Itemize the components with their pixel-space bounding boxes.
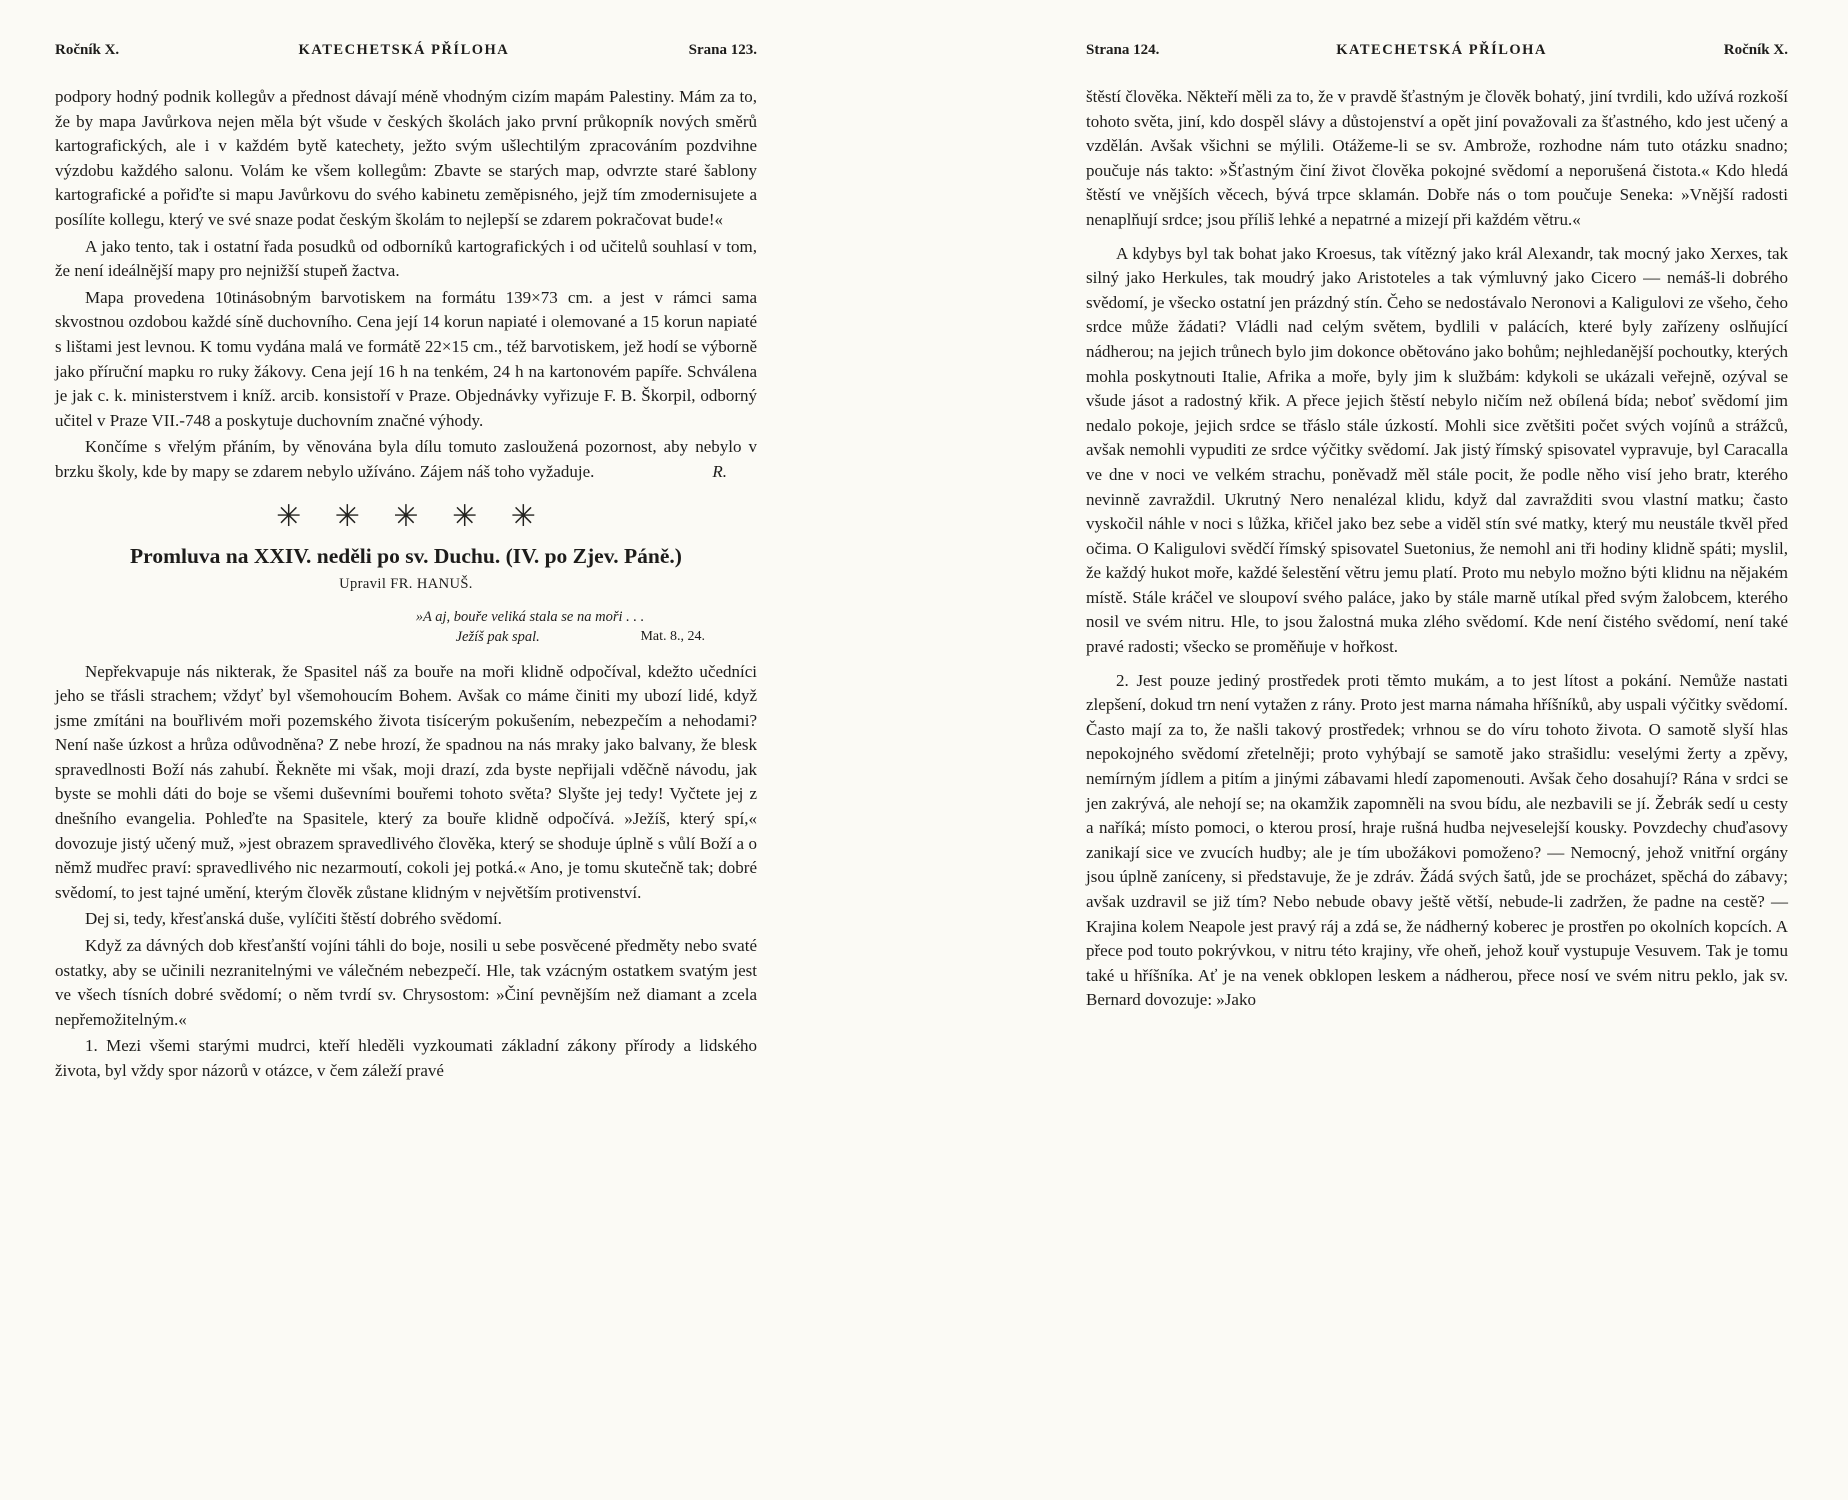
article-continuation xyxy=(55,85,757,433)
paragraph: 2. Jest pouze jediný prostředek proti těmto mukám, a to jest lítost a pokání. Nemůže nastati zlepšení, dokud trn není vytažen z rány. Proto jest marna námaha hříšníků, aby uspali výčitky svědomí. Často mají za to, že našli takový prostředek; vrhnou se do víru tohoto života. O samotě slyší hlas nepokojného svědomí zřetelněji; proto vyhýbají se samotě jako strašidlu: veselými žerty a zpěvy, nemírným jídlem a pitím a jinými zábavami hledí zapomenouti. Avšak čeho dosahují? Rána v srdci se jen zakrývá, ale nehojí se; na okamžik zapomněli na svou bídu, ale nezbavili se jí. Žebrák sedí u cesty a naříká; místo pomoci, o kterou prosí, hraje rušná hudba nejveselejší kousky. Povzdechy chuďasovy zanikají sice ve zvucích hudby; ale je tím ubožákovi pomoženo? — Nemocný, jehož vnitřní orgány jsou úplně zaníceny, si představuje, že je zdráv. Žádá svých šatů, jde se procházet, spěchá do zábavy; avšak uzdravil se již tím? Nebo nebude obavy ještě větší, nebude-li zadržen, že padne na cestě? — Krajina kolem Neapole jest pravý ráj a zdá se, že nádherný koberec je prostřen po okolních kopcích. A přece pod touto pokrývkou, v nitru této krajiny, vře oheň, jehož kouř vystupuje Vesuvem. Tak je tomu také u hříšníka. Ať je na venek obklopen leskem a nádherou, přece nosí ve svém nitru peklo, jak sv. Bernard dovozuje: »Jako xyxy=(1086,670,1788,1010)
author-signature: R. xyxy=(712,461,727,481)
page-header xyxy=(55,42,757,59)
epigraph-reference: Mat. 8., 24. xyxy=(640,628,705,644)
paragraph: štěstí člověka. Někteří měli za to, že v pravdě šťastným je člověk bohatý, jiní tvrdili, kdo užívá rozkoší tohoto světa, jiní, kdo dospěl slávy a důstojenství a opět jiní považovali za šťastného, kdo jest učený a vzdělán. Avšak všichni se mýlili. Otážeme-li se sv. Ambrože, rozhodne nám tuto otázku snadno; poučuje nás takto: »Šťastným činí život člověka pokojné svědomí a neporušená čistota.« Kdo hledá štěstí ve vnějších věcech, bývá trpce sklamán. Dobře nás o tom poučuje Seneka: »Vnější radosti nenaplňují srdce; jsou příliš lehké a nepatrné a mizejí při každém větru.« xyxy=(1086,87,1788,229)
page-124 xyxy=(1086,42,1788,1500)
paragraph: podpory hodný podnik kollegův a přednost dávají méně vhodným cizím mapám Palestiny. Mám za to, že by mapa Javůrkova nejen měla být všude v českých školách jako první průkopník nových směrů kartografických, ale i v každém bytě katechety, ježto svým ušlechtilým zpracováním pozdvihne výzdobu každého salonu. Volám ke všem kollegům: Zbavte se starých map, odvrzte staré šablony kartografické a pořiďte si mapu Javůrkovu do svého kabinetu zeměpisného, jejž tím zmodernisujete a posílíte kollegu, který ve své snaze podat českým školám to nejlepší se zdarem pokračovat bude!« xyxy=(55,87,757,229)
header-journal-title: KATECHETSKÁ PŘÍLOHA xyxy=(298,42,510,58)
page-header xyxy=(1086,42,1788,59)
paragraph: Když za dávných dob křesťanští vojíni táhli do boje, nosili u sebe posvěcené předměty nebo svaté ostatky, aby se učinili nezranitelnými ve válečném nebezpečí. Hle, tak vzácným ostatkem svatým jest ve všech tísních dobré svědomí; o něm tvrdí sv. Chrysostom: »Činí pevnějším než diamant a zcela nepřemožitelným.« xyxy=(55,936,757,1029)
section-divider-stars: ✳ ✳ ✳ ✳ ✳ xyxy=(276,499,536,533)
paragraph: Mapa provedena 10tinásobným barvotiskem na formátu 139×73 cm. a jest v rámci sama skvostnou ozdobou každé síně duchovního. Cena její 14 korun napiaté i olemované a 15 korun napiaté s lištami jest levnou. K tomu vydána malá ve formátě 22×15 cm., též barvotiskem, jež hodí se výborně jako příruční mapku ro ruky žákovy. Cena její 16 h na tenkém, 24 h na kartonovém papíře. Schválena je jak c. k. ministerstvem i kníž. arcib. konsistoří v Praze. Objednávky vyřizuje F. B. Škorpil, odborný učitel v Praze VII.-748 a poskytuje duchovním značné výhody. xyxy=(55,287,757,430)
paragraph: A kdybys byl tak bohat jako Kroesus, tak vítězný jako král Alexandr, tak mocný jako Xerxes, tak silný jako Herkules, tak moudrý jako Aristoteles a tak výmluvný jako Cicero — nemáš-li dobrého svědomí, je všecko ostatní jen prázdný stín. Čeho se nedostávalo Neronovi a Kaligulovi ze všeho, čeho srdce může žádati? Vládli nad celým světem, bydlili v palácích, které byly zařízeny oslňující nádherou; na jejich trůnech bylo jim dokonce obětováno jako bohům; nejhledanější pochoutky, kterých mohla poskytnouti Italie, Afrika a moře, byly jim k službám: kdykoli se ukázali veřejně, ozýval se všude jásot a radostný křik. A přece jejich štěstí nebylo ničím než obílená bída; neboť svědomí jim nedalo pokoje, jejich srdce se třáslo stále úzkostí. Mohli sice zvětšiti počet svých vojínů a strážců, avšak nemohli vypuditi ze srdce výčitky svědomí. Jak jistý římský spisovatel vypravuje, byl Caracalla ve dne v noci ve velkém strachu, poněvadž měl stále pocit, že podle něho visí jeho bratr, kterého nevinně zavraždil. Ukrutný Nero nenalézal klidu, když dal zavražditi svou vlastní matku; často vyskočil náhle v noci s lůžka, křičel jako bez sebe a viděl stín své matky, který mu neustále tkvěl před očima. O Kaligulovi svědčí římský spisovatel Suetonius, že nemohl ani tři hodiny klidně spáti; myslil, že každý hukot moře, každé šelestění větru jemu platí. Proto mu nebylo možno býti klidnu na nějakém místě. Stále kráčel ve sloupoví svého paláce, jako by stále marně utíkal před svým žalobcem, kterého nosil ve svém nitru. Hle, to jsou žalostná muka zlého svědomí. Kde není čistého svědomí, není také pravé radosti; všecko se proměňuje v hořkost. xyxy=(1086,243,1788,657)
paragraph: Nepřekvapuje nás nikterak, že Spasitel náš za bouře na moři klidně odpočíval, kdežto učedníci jeho se třásli strachem; vždyť byl všemohoucím Bohem. Avšak co máme činiti my ubozí lidé, když jsme zmítáni na bouřlivém moři pozemského života tisícerým pokušením, nebezpečím a nehodami? Není naše úzkost a hrůza odůvodněna? Z nebe hrozí, že spadnou na nás mraky jako balvany, že blesk spravedlnosti Boží nás zahubí. Řekněte mi však, moji drazí, zda byste nepřijali vděčně návodu, jak byste se mohli dáti do boje se všemi duševními bouřemi tohoto světa? Slyšte jej tedy! Vyčtete jej z dnešního evangelia. Pohleďte na Spasitele, který za bouře klidně odpočívá. »Ježíš, který spí,« dovozuje jistý učený muž, »jest obrazem spravedlivého člověka, který se shoduje úplně s vůlí Boží a o němž mudřec praví: spravedlivého nic nezarmoutí, cokoli jej potká.« Ano, je tomu skutečně tak; dobré svědomí, to jest tajné umění, kterým člověk zůstane klidným v největším protivenství. xyxy=(55,661,757,902)
sermon-body-continuation xyxy=(1086,85,1788,1013)
sermon-body xyxy=(55,660,757,1084)
epigraph-line1: »A aj, bouře veliká stala se na moři . . . xyxy=(415,608,645,625)
paragraph: A jako tento, tak i ostatní řada posudků od odborníků kartografických i od učitelů souhlasí v tom, že není ideálnější mapy pro nejnižší stupeň žactva. xyxy=(55,236,757,281)
header-page-number: Srana 123. xyxy=(688,42,757,58)
header-page-number: Strana 124. xyxy=(1086,42,1160,58)
paragraph: 1. Mezi všemi starými mudrci, kteří hleděli vyzkoumati základní zákony přírody a lidského života, byl vždy spor názorů v otázce, v čem záleží pravé xyxy=(55,1036,757,1080)
epigraph-line2 xyxy=(355,627,705,647)
epigraph-quote: Ježíš pak spal. xyxy=(455,628,540,645)
header-volume-label: Ročník X. xyxy=(1723,42,1788,58)
page-123 xyxy=(55,42,757,1500)
header-journal-title: KATECHETSKÁ PŘÍLOHA xyxy=(1336,42,1547,58)
header-volume-label: Ročník X. xyxy=(55,42,120,58)
sermon-title: Promluva na XXIV. neděli po sv. Duchu. (IV. po Zjev. Páně.) xyxy=(130,543,682,568)
closing-paragraph xyxy=(55,435,757,484)
sermon-byline: Upravil FR. HANUŠ. xyxy=(339,575,473,592)
paragraph: Dej si, tedy, křesťanská duše, vylíčiti štěstí dobrého svědomí. xyxy=(85,909,502,929)
closing-text: Končíme s vřelým přáním, by věnována byla dílu tomuto zasloužená pozornost, aby nebylo v brzku školy, kde by mapy se zdarem nebylo užíváno. Zájem náš toho vyžaduje. xyxy=(55,437,757,481)
sermon-epigraph xyxy=(355,607,705,647)
